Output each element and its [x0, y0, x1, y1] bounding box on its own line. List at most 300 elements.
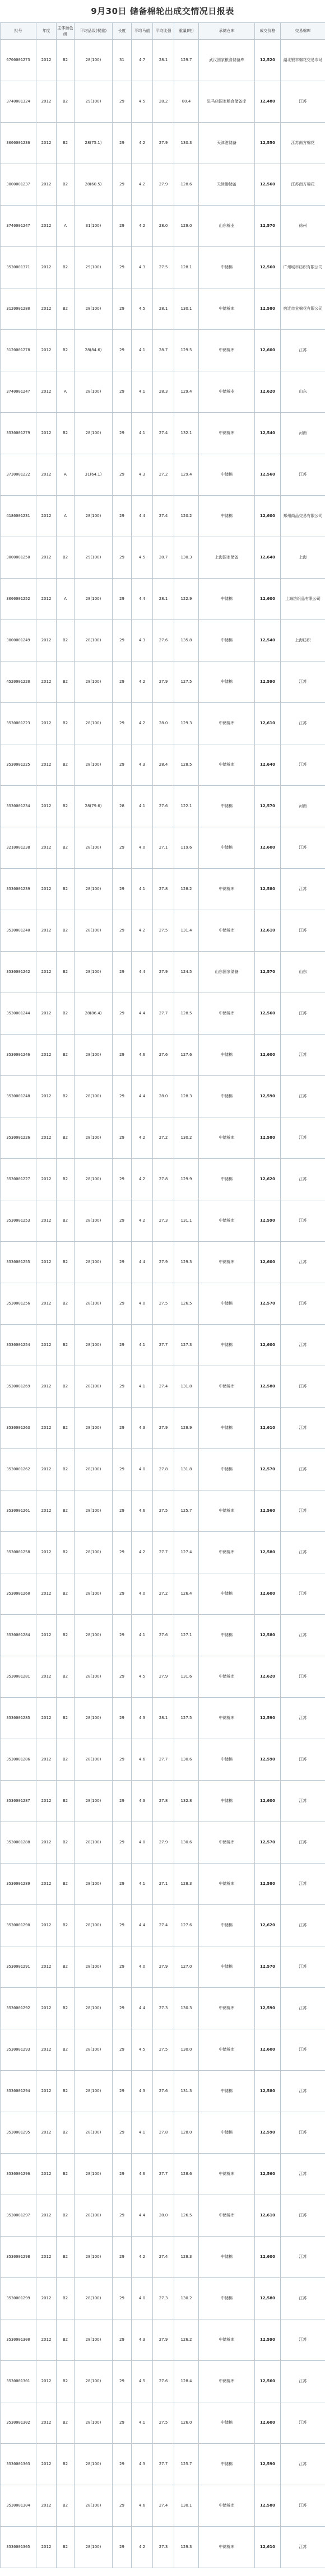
cell-strength: 27.7	[153, 2154, 174, 2195]
table-row	[1, 2527, 325, 2568]
cell-year: 2012	[36, 206, 57, 247]
cell-length: 29	[113, 288, 132, 330]
cell-length: 29	[113, 371, 132, 413]
cell-year: 2012	[36, 81, 57, 123]
cell-year: 2012	[36, 413, 57, 454]
cell-strength: 27.9	[153, 1822, 174, 1864]
cell-avg-grade: 29(100)	[75, 247, 113, 288]
cell-micronaire: 4.4	[132, 1905, 153, 1946]
cell-lot-number: 3530001286	[1, 1739, 36, 1781]
cell-length: 29	[113, 2278, 132, 2319]
cell-year: 2012	[36, 1822, 57, 1864]
cell-year: 2012	[36, 2319, 57, 2361]
cell-year: 2012	[36, 744, 57, 786]
cell-avg-grade: 28(100)	[75, 827, 113, 869]
cell-avg-grade: 28(100)	[75, 1946, 113, 1988]
cell-avg-grade: 28(100)	[75, 2278, 113, 2319]
cell-avg-grade: 28(100)	[75, 1283, 113, 1325]
cell-strength: 27.6	[153, 1615, 174, 1656]
cell-strength: 28.1	[153, 1698, 174, 1739]
cell-micronaire: 4.3	[132, 2071, 153, 2112]
cell-year: 2012	[36, 662, 57, 703]
cell-exchange: 江苏	[281, 1615, 325, 1656]
cell-micronaire: 4.2	[132, 662, 153, 703]
cell-exchange: 江苏	[281, 2444, 325, 2485]
cell-avg-grade: 28(79.6)	[75, 786, 113, 827]
cell-avg-grade: 28(100)	[75, 2319, 113, 2361]
cell-weight: 124.5	[174, 952, 199, 993]
cell-weight: 126.2	[174, 2319, 199, 2361]
cell-strength: 27.9	[153, 123, 174, 164]
table-row	[1, 993, 325, 1035]
cell-weight: 129.3	[174, 1242, 199, 1283]
cell-weight: 131.8	[174, 1449, 199, 1490]
cell-length: 29	[113, 1739, 132, 1781]
cell-deal-price: 12,620	[255, 1905, 281, 1946]
cell-exchange: 江苏	[281, 1408, 325, 1449]
cell-strength: 27.9	[153, 952, 174, 993]
cell-weight: 127.6	[174, 1905, 199, 1946]
table-row	[1, 371, 325, 413]
cell-weight: 132.8	[174, 1781, 199, 1822]
cell-year: 2012	[36, 1159, 57, 1200]
cell-avg-grade: 31(100)	[75, 206, 113, 247]
cell-strength: 28.0	[153, 2195, 174, 2237]
cell-deal-price: 12,600	[255, 1242, 281, 1283]
cell-micronaire: 4.3	[132, 2444, 153, 2485]
cell-warehouse: 中储棉	[199, 1615, 255, 1656]
cell-color-grade: B2	[57, 1739, 75, 1781]
cell-deal-price: 12,580	[255, 1864, 281, 1905]
cell-color-grade: B2	[57, 164, 75, 206]
table-row	[1, 123, 325, 164]
cell-avg-grade: 28(100)	[75, 288, 113, 330]
cell-weight: 128.5	[174, 744, 199, 786]
cell-color-grade: A	[57, 496, 75, 537]
table-row	[1, 869, 325, 910]
cell-length: 29	[113, 1366, 132, 1408]
cell-color-grade: B2	[57, 81, 75, 123]
cell-exchange: 江苏	[281, 744, 325, 786]
cell-micronaire: 4.6	[132, 2154, 153, 2195]
cell-warehouse: 驻马店国家粮食储备库	[199, 81, 255, 123]
cell-warehouse: 武汉国家粮食储备库	[199, 40, 255, 81]
table-row	[1, 1656, 325, 1698]
cell-warehouse: 中储棉库	[199, 1200, 255, 1242]
cell-color-grade: B2	[57, 2154, 75, 2195]
cell-strength: 27.6	[153, 786, 174, 827]
cell-strength: 27.9	[153, 1242, 174, 1283]
cell-micronaire: 4.2	[132, 910, 153, 952]
cell-year: 2012	[36, 1449, 57, 1490]
cell-avg-grade: 28(100)	[75, 1366, 113, 1408]
cell-lot-number: 3530001288	[1, 1822, 36, 1864]
cell-color-grade: B2	[57, 40, 75, 81]
cell-micronaire: 4.6	[132, 2485, 153, 2527]
cell-weight: 127.0	[174, 1946, 199, 1988]
cell-weight: 128.5	[174, 993, 199, 1035]
column-header: 重量(吨)	[174, 23, 199, 40]
cell-strength: 28.1	[153, 40, 174, 81]
cell-year: 2012	[36, 2154, 57, 2195]
cell-year: 2012	[36, 1781, 57, 1822]
cell-avg-grade: 28(100)	[75, 910, 113, 952]
column-header: 成交价格	[255, 23, 281, 40]
table-row	[1, 2071, 325, 2112]
cell-length: 29	[113, 1532, 132, 1573]
cell-weight: 128.9	[174, 1408, 199, 1449]
cell-avg-grade: 28(100)	[75, 1781, 113, 1822]
cell-lot-number: 6700001273	[1, 40, 36, 81]
cell-warehouse: 中储棉	[199, 1283, 255, 1325]
cell-color-grade: B2	[57, 1988, 75, 2029]
cell-weight: 127.5	[174, 1698, 199, 1739]
cell-deal-price: 12,640	[255, 537, 281, 579]
cell-avg-grade: 31(64.1)	[75, 454, 113, 496]
cell-warehouse: 中储棉	[199, 786, 255, 827]
cell-strength: 27.3	[153, 1200, 174, 1242]
cell-lot-number: 3530001248	[1, 1076, 36, 1117]
cell-length: 29	[113, 1988, 132, 2029]
cell-micronaire: 4.2	[132, 123, 153, 164]
cell-length: 29	[113, 2112, 132, 2154]
cell-avg-grade: 28(100)	[75, 2029, 113, 2071]
cell-weight: 129.3	[174, 703, 199, 744]
column-header: 平均马值	[132, 23, 153, 40]
cell-micronaire: 4.1	[132, 1325, 153, 1366]
cell-strength: 27.9	[153, 1946, 174, 1988]
cell-avg-grade: 28(100)	[75, 2195, 113, 2237]
cell-length: 29	[113, 330, 132, 371]
cell-length: 29	[113, 1242, 132, 1283]
cell-exchange: 山东	[281, 371, 325, 413]
cell-warehouse: 中储棉库	[199, 1366, 255, 1408]
cell-weight: 129.4	[174, 454, 199, 496]
cell-micronaire: 4.2	[132, 1200, 153, 1242]
cell-weight: 130.0	[174, 2029, 199, 2071]
cell-exchange: 江苏	[281, 2029, 325, 2071]
cell-micronaire: 4.1	[132, 371, 153, 413]
cell-micronaire: 4.1	[132, 1366, 153, 1408]
cell-length: 29	[113, 2154, 132, 2195]
cell-lot-number: 3530001263	[1, 1408, 36, 1449]
cell-year: 2012	[36, 1283, 57, 1325]
cell-warehouse: 中储棉	[199, 1946, 255, 1988]
cell-color-grade: B2	[57, 2112, 75, 2154]
cell-warehouse: 中储棉库	[199, 1698, 255, 1739]
table-row	[1, 2154, 325, 2195]
cell-strength: 27.3	[153, 2278, 174, 2319]
cell-strength: 27.9	[153, 1656, 174, 1698]
cell-deal-price: 12,480	[255, 81, 281, 123]
cell-micronaire: 4.2	[132, 1532, 153, 1573]
table-row	[1, 910, 325, 952]
cell-deal-price: 12,600	[255, 330, 281, 371]
cell-avg-grade: 29(100)	[75, 81, 113, 123]
cell-warehouse: 中储棉库	[199, 2485, 255, 2527]
cell-weight: 129.5	[174, 330, 199, 371]
cell-color-grade: B2	[57, 1076, 75, 1117]
cell-year: 2012	[36, 827, 57, 869]
cell-exchange: 上海	[281, 537, 325, 579]
cell-lot-number: 3530001285	[1, 1698, 36, 1739]
cell-length: 29	[113, 1822, 132, 1864]
cell-micronaire: 4.3	[132, 744, 153, 786]
cell-color-grade: B2	[57, 2195, 75, 2237]
cell-color-grade: B2	[57, 2071, 75, 2112]
cell-avg-grade: 28(75.1)	[75, 123, 113, 164]
column-header: 平均品级(权重)	[75, 23, 113, 40]
cell-length: 29	[113, 993, 132, 1035]
cell-exchange: 江苏	[281, 2319, 325, 2361]
cell-avg-grade: 28(100)	[75, 2402, 113, 2444]
cell-weight: 130.6	[174, 1822, 199, 1864]
cell-deal-price: 12,520	[255, 40, 281, 81]
cell-year: 2012	[36, 2485, 57, 2527]
cell-avg-grade: 28(100)	[75, 1698, 113, 1739]
cell-length: 29	[113, 952, 132, 993]
cell-avg-grade: 28(100)	[75, 1490, 113, 1532]
table-row	[1, 1739, 325, 1781]
cell-avg-grade: 28(100)	[75, 2237, 113, 2278]
cell-lot-number: 3530001269	[1, 1366, 36, 1408]
cell-warehouse: 上海国家储备	[199, 537, 255, 579]
cell-warehouse: 中储棉	[199, 1325, 255, 1366]
cell-strength: 28.2	[153, 81, 174, 123]
cell-lot-number: 3730001222	[1, 454, 36, 496]
cell-exchange: 江苏	[281, 330, 325, 371]
table-row	[1, 786, 325, 827]
table-row	[1, 827, 325, 869]
cell-strength: 28.0	[153, 1076, 174, 1117]
cell-year: 2012	[36, 703, 57, 744]
cell-avg-grade: 28(100)	[75, 952, 113, 993]
cell-deal-price: 12,580	[255, 869, 281, 910]
cell-exchange: 上海纺织品有限公司	[281, 579, 325, 620]
column-header: 平均比强	[153, 23, 174, 40]
table-row	[1, 81, 325, 123]
cell-year: 2012	[36, 1946, 57, 1988]
cell-deal-price: 12,580	[255, 288, 281, 330]
table-row	[1, 1698, 325, 1739]
cell-length: 29	[113, 2319, 132, 2361]
cell-lot-number: 3530001256	[1, 1283, 36, 1325]
cell-weight: 131.4	[174, 910, 199, 952]
cell-micronaire: 4.4	[132, 1988, 153, 2029]
cell-lot-number: 3530001223	[1, 703, 36, 744]
cell-weight: 127.5	[174, 662, 199, 703]
cell-color-grade: B2	[57, 1325, 75, 1366]
cell-year: 2012	[36, 1573, 57, 1615]
cell-avg-grade: 28(100)	[75, 1988, 113, 2029]
cell-deal-price: 12,540	[255, 413, 281, 454]
cell-weight: 122.9	[174, 579, 199, 620]
cell-strength: 27.5	[153, 910, 174, 952]
cell-lot-number: 3530001297	[1, 2195, 36, 2237]
cell-avg-grade: 28(100)	[75, 2071, 113, 2112]
cell-strength: 27.9	[153, 662, 174, 703]
cell-year: 2012	[36, 2195, 57, 2237]
cell-avg-grade: 28(100)	[75, 1159, 113, 1200]
table-row	[1, 1283, 325, 1325]
cell-strength: 27.4	[153, 413, 174, 454]
table-row	[1, 1988, 325, 2029]
cell-warehouse: 中储棉	[199, 1076, 255, 1117]
cell-avg-grade: 28(100)	[75, 869, 113, 910]
cell-warehouse: 中储棉	[199, 1449, 255, 1490]
cell-micronaire: 4.0	[132, 1573, 153, 1615]
cell-deal-price: 12,570	[255, 206, 281, 247]
cell-year: 2012	[36, 1988, 57, 2029]
cell-warehouse: 中储棉	[199, 496, 255, 537]
cell-avg-grade: 28(100)	[75, 2112, 113, 2154]
cell-length: 29	[113, 1076, 132, 1117]
cell-micronaire: 4.5	[132, 537, 153, 579]
cell-length: 29	[113, 1035, 132, 1076]
table-row	[1, 2112, 325, 2154]
cell-warehouse: 中储棉业	[199, 371, 255, 413]
cell-micronaire: 4.4	[132, 1242, 153, 1283]
cell-color-grade: B2	[57, 2029, 75, 2071]
cell-weight: 131.6	[174, 1656, 199, 1698]
cell-micronaire: 4.0	[132, 2278, 153, 2319]
cell-deal-price: 12,560	[255, 993, 281, 1035]
cell-lot-number: 4180001231	[1, 496, 36, 537]
cell-exchange: 山东	[281, 952, 325, 993]
cell-year: 2012	[36, 1490, 57, 1532]
cell-exchange: 江苏	[281, 1490, 325, 1532]
column-header: 交易棉库	[281, 23, 325, 40]
cell-length: 28	[113, 786, 132, 827]
cell-lot-number: 3530001305	[1, 2527, 36, 2568]
cell-exchange: 江苏	[281, 1656, 325, 1698]
cell-lot-number: 4520001220	[1, 662, 36, 703]
cell-exchange: 江苏	[281, 2237, 325, 2278]
cell-warehouse: 中储棉	[199, 1035, 255, 1076]
cell-micronaire: 4.4	[132, 1076, 153, 1117]
cell-warehouse: 山东国家储备	[199, 952, 255, 993]
table-row	[1, 454, 325, 496]
cell-deal-price: 12,540	[255, 620, 281, 662]
cell-lot-number: 3000001236	[1, 123, 36, 164]
cell-deal-price: 12,590	[255, 662, 281, 703]
header-row	[1, 23, 325, 40]
cell-deal-price: 12,570	[255, 1449, 281, 1490]
cell-color-grade: B2	[57, 2278, 75, 2319]
cell-year: 2012	[36, 786, 57, 827]
cell-year: 2012	[36, 454, 57, 496]
cell-avg-grade: 28(100)	[75, 1035, 113, 1076]
cell-warehouse: 中储棉	[199, 454, 255, 496]
cell-exchange: 江苏	[281, 1532, 325, 1573]
cell-length: 29	[113, 1117, 132, 1159]
cell-deal-price: 12,590	[255, 2319, 281, 2361]
cell-length: 29	[113, 703, 132, 744]
cell-length: 29	[113, 2195, 132, 2237]
cell-strength: 27.9	[153, 164, 174, 206]
cell-color-grade: B2	[57, 2361, 75, 2402]
cell-micronaire: 4.3	[132, 247, 153, 288]
cell-weight: 128.0	[174, 2112, 199, 2154]
cell-color-grade: A	[57, 454, 75, 496]
cell-lot-number: 3530001289	[1, 1864, 36, 1905]
cell-length: 29	[113, 164, 132, 206]
cell-exchange: 江苏	[281, 1200, 325, 1242]
cell-lot-number: 3530001253	[1, 1200, 36, 1242]
cell-strength: 27.8	[153, 2112, 174, 2154]
cell-warehouse: 中储棉库	[199, 2154, 255, 2195]
cell-color-grade: B2	[57, 2444, 75, 2485]
cell-micronaire: 4.3	[132, 2319, 153, 2361]
cell-deal-price: 12,600	[255, 1325, 281, 1366]
cell-year: 2012	[36, 993, 57, 1035]
cell-color-grade: B2	[57, 2527, 75, 2568]
cell-weight: 132.1	[174, 413, 199, 454]
cell-avg-grade: 28(100)	[75, 2444, 113, 2485]
cell-micronaire: 4.3	[132, 1408, 153, 1449]
cell-warehouse: 中储棉	[199, 2112, 255, 2154]
cell-color-grade: B2	[57, 1532, 75, 1573]
table-row	[1, 2237, 325, 2278]
table-row	[1, 1325, 325, 1366]
cell-lot-number: 3530001293	[1, 2029, 36, 2071]
cell-exchange: 江苏	[281, 454, 325, 496]
cell-strength: 27.6	[153, 2071, 174, 2112]
cell-exchange: 江苏	[281, 1076, 325, 1117]
cell-lot-number: 3530001300	[1, 2319, 36, 2361]
cell-strength: 27.5	[153, 1490, 174, 1532]
cell-warehouse: 中储棉库	[199, 1490, 255, 1532]
cell-weight: 130.3	[174, 1988, 199, 2029]
cell-weight: 128.3	[174, 1864, 199, 1905]
cell-lot-number: 3530001225	[1, 744, 36, 786]
cell-length: 29	[113, 2237, 132, 2278]
cell-strength: 27.7	[153, 993, 174, 1035]
column-header: 承储仓库	[199, 23, 255, 40]
cell-weight: 128.3	[174, 1076, 199, 1117]
cell-warehouse: 中储棉库	[199, 910, 255, 952]
cell-strength: 27.4	[153, 2237, 174, 2278]
cell-lot-number: 3000001250	[1, 537, 36, 579]
cell-warehouse: 中储棉库	[199, 1117, 255, 1159]
table-row	[1, 620, 325, 662]
table-row	[1, 1242, 325, 1283]
cell-year: 2012	[36, 579, 57, 620]
cell-deal-price: 12,560	[255, 454, 281, 496]
cell-year: 2012	[36, 2361, 57, 2402]
cell-strength: 27.1	[153, 1864, 174, 1905]
cell-micronaire: 4.5	[132, 1656, 153, 1698]
cell-length: 29	[113, 1159, 132, 1200]
cell-strength: 27.6	[153, 1035, 174, 1076]
cell-deal-price: 12,580	[255, 1532, 281, 1573]
cell-deal-price: 12,560	[255, 2154, 281, 2195]
cell-color-grade: B2	[57, 247, 75, 288]
cell-strength: 28.0	[153, 206, 174, 247]
table-row	[1, 2402, 325, 2444]
cell-weight: 135.8	[174, 620, 199, 662]
cell-avg-grade: 28(100)	[75, 2527, 113, 2568]
table-row	[1, 744, 325, 786]
cell-strength: 27.1	[153, 827, 174, 869]
cell-warehouse: 中储棉库	[199, 1242, 255, 1283]
cell-color-grade: B2	[57, 1117, 75, 1159]
cell-lot-number: 3000001237	[1, 164, 36, 206]
cell-deal-price: 12,600	[255, 1781, 281, 1822]
cell-deal-price: 12,610	[255, 1408, 281, 1449]
cell-exchange: 江苏	[281, 662, 325, 703]
cell-year: 2012	[36, 2071, 57, 2112]
